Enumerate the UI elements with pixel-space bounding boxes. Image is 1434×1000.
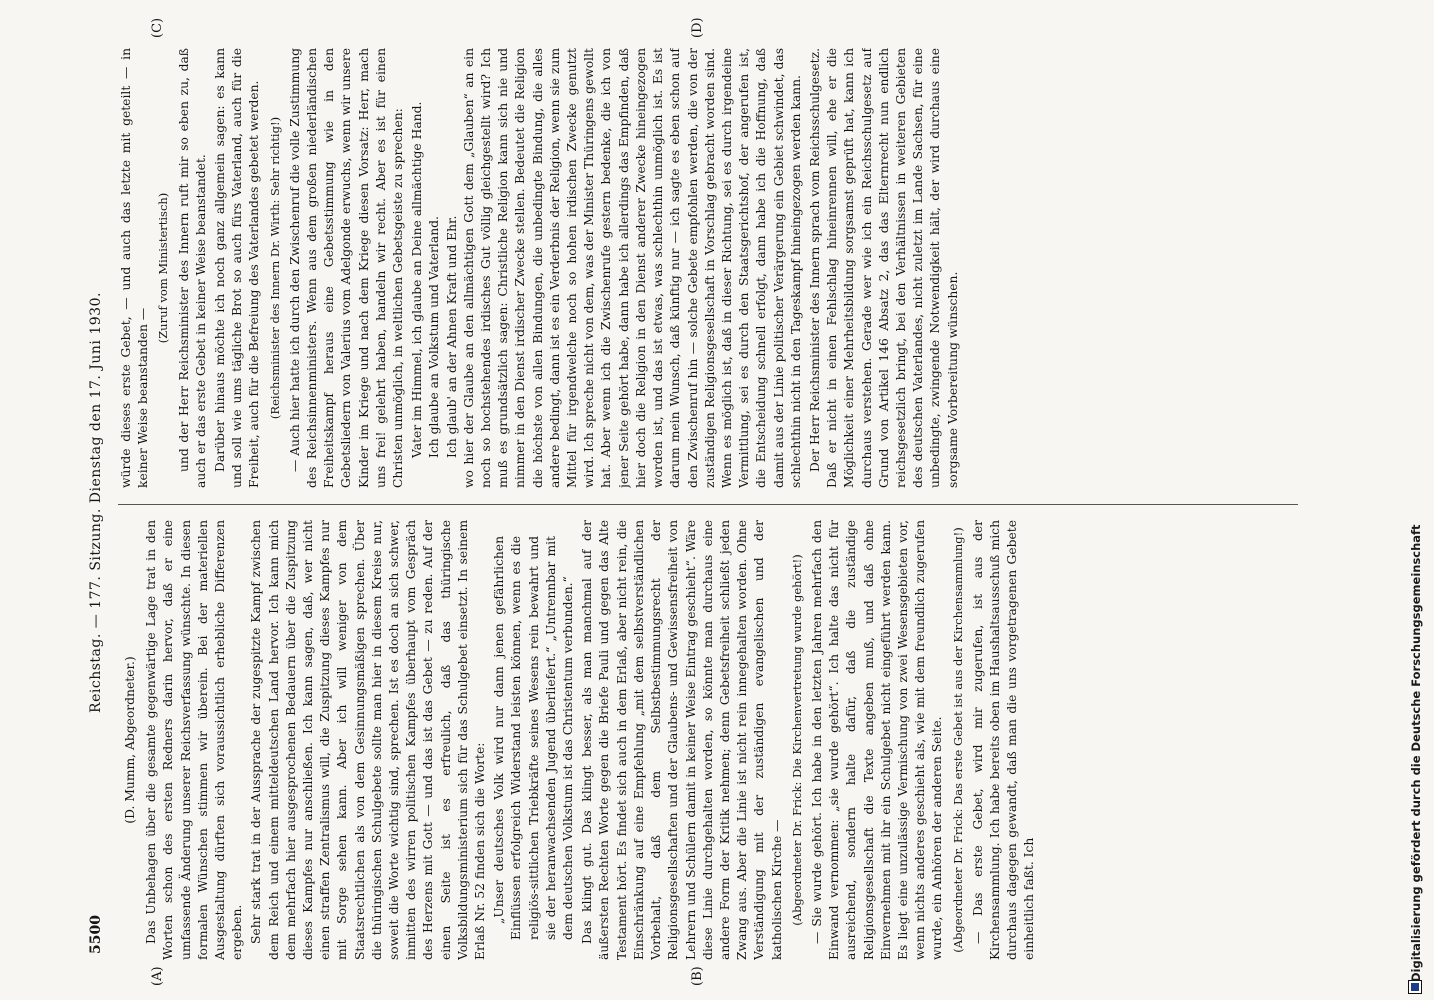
margin-marker-a: (A) bbox=[150, 966, 165, 986]
text-columns bbox=[118, 45, 1308, 960]
column-divider bbox=[118, 504, 1298, 505]
header-title: Reichstag. — 177. Sitzung. Dienstag den 17. Juni 1930. bbox=[88, 292, 104, 713]
paragraph: — Auch hier hatte ich durch den Zwischenruf die volle Zustimmung des Reichsinnenministers. Wenn aus dem großen niederländischen Freiheitskampf heraus eine Gebetsstimmung wie in den Gebetsliedern von Valerius vom Adelgonde erwuchs, wenn wir unsere Kinder im Kriege und nach dem Kriege diesen Vorsatz: Herr, mach uns frei! gelehrt haben, handeln wir recht. Aber es ist für einen Christen unmöglich, in weltlichen Gebetsgeiste zu sprechen: bbox=[287, 48, 406, 488]
paragraph: Das Unbehagen über die gesamte gegenwärtige Lage trat in den Worten schon des ersten Redners darin hervor, daß er eine umfassende Änderung unserer Reichsverfassung wünschte. In diesen formalen Wünschen stimmen wir überein. Bei der materiellen Ausgestaltung dürften sich voraussichtlich erhebliche Differenzen ergeben. bbox=[144, 520, 245, 960]
margin-marker-c: (C) bbox=[150, 17, 165, 38]
verse-line: Vater im Himmel, ich glaube an Deine allmächtige Hand. bbox=[410, 101, 425, 458]
footer-text: Digitalisierung gefördert durch die Deutsche Forschungsgemeinschaft bbox=[1409, 524, 1423, 982]
margin-marker-b: (B) bbox=[690, 966, 705, 986]
paragraph: — Das erste Gebet, wird mir zugerufen, ist aus der Kirchensammlung. Ich habe bereits oben im Haushaltsausschuß mich durchaus dagegen gewandt, daß man die uns vorgetragenen Gebete einheitlich faßt. Ich bbox=[970, 520, 1037, 960]
verse-line: Ich glaub' an der Ahnen Kraft und Ehr. bbox=[444, 215, 459, 458]
paragraph: Der Herr Reichsminister des Innern sprach vom Reichsschulgesetz. Daß er nicht in einen Fehlschlag hineinrennen will, ehe er die Möglichkeit einer Mehrheitsbildung sorgsamst geprüft hat, kann ich durchaus verstehen. Gerade wer wie ich ein Reichsschulgesetz auf Grund von Artikel 146 Absatz 2, das das Elternrecht nun endlich reichsgesetzlich bringt, bei den Verhältnissen in weiteren Gebieten des deutschen Vaterlandes, nicht zuletzt im Lande Sachsen, für eine unbedingte, zwingende Notwendigkeit hält, der wird durchaus eine sorgsame Vorbereitung wünschen. bbox=[807, 48, 960, 488]
paragraph: und der Herr Reichsminister des Innern ruft mir so eben zu, daß auch er das erste Gebet in keiner Weise beanstandet. bbox=[176, 48, 208, 488]
interjection: (Reichsminister des Innern Dr. Wirth: Sehr richtig!) bbox=[267, 116, 282, 420]
verse-line: Ich glaube an Volkstum und Vaterland. bbox=[427, 216, 442, 458]
paragraph: — Sie wurde gehört. Ich habe in den letzten Jahren mehrfach den Einwand vernommen: „sie wurde gehört“. Ich halte das nicht für ausreichend, sondern halte dafür, daß die zuständige Religionsgesellschaft die Texte angeben muß, und daß ohne Einvernehmen mit ihr ein Schulgebet nicht eingeführt werden kann. Es liegt eine unzulässige Vermischung von zwei Wesensgebieten vor, wenn nichts anderes geschieht als, wie mit dem freundlich zugerufen wurde, ein Anhören der anderen Seite. bbox=[809, 520, 945, 960]
page-header bbox=[84, 45, 114, 960]
paragraph: würde dieses erste Gebet, — und auch das letzte mit geteilt — in keiner Weise beanstanden — bbox=[119, 48, 151, 488]
speaker-line: (D. Mumm, Abgeordneter.) bbox=[123, 656, 137, 824]
left-column bbox=[118, 520, 1298, 960]
paragraph: wo hier der Glaube an den allmächtigen Gott dem „Glauben“ an ein noch so hochstehendes irdisches Gut völlig gleichgestellt wird? Ich muß es grundsätzlich sagen: Christliche Religion kann sich nie und nimmer in den Dienst irdischer Zwecke stellen. Bedeutet die Religion die höchste von allen Bindungen, die unbedingte Bindung, die alles andere bedingt, dann ist es ein Verderbnis der Religion, wenn sie zum Mittel für irgendwelche noch so hohen irdischen Zwecke genutzt wird. Ich spreche nicht von dem, was der Minister Thüringens gewollt hat. Aber wenn ich die Zwischenrufe gestern bedenke, die ich von jener Seite gehört habe, dann habe ich allerdings das Empfinden, daß hier doch die Religion in den Dienst anderer Zwecke hineingezogen worden ist, und das ist etwas, was schlechthin unmöglich ist. Es ist darum mein Wunsch, daß künftig nur — ich sagte es eben schon auf den Zwischenruf hin — solche Gebete empfohlen werden, die von der zuständigen Religionsgesellschaft in Vorschlag gebracht worden sind. Wenn es möglich ist, daß in dieser Richtung, sei es durch irgendeine Vermittlung, sei es durch den Staatsgerichtshof, der angerufen ist, die Entscheidung schnell erfolgt, dann habe ich die Hoffnung, daß damit aus der Linie politischer Verärgerung ein Gebiet schwindet, das schlechthin nicht in den Tageskampf hineingezogen werden kann. bbox=[461, 48, 803, 488]
paragraph: Sehr stark trat in der Aussprache der zugespitzte Kampf zwischen dem Reich und einem mitteldeutschen Land hervor. Ich kann mich dem mehrfach hier ausgesprochenen Bedauern über die Zuspitzung dieses Kampfes nur anschließen. Ich kann sagen, daß, wer nicht einen straffen Zentralismus will, die Zuspitzung dieses Kampfes nur mit Sorge sehen kann. Aber ich will weniger von dem Staatsrechtlichen als von dem Gesinnungsmäßigen sprechen. Über die thüringischen Schulgebete sollte man hier in diesem Kreise nur, soweit die Worte wichtig sind, sprechen. Ist es doch an sich schwer, inmitten des wirren politischen Kampfes überhaupt vom Gespräch des Herzens mit Gott — und das ist das Gebet — zu reden. Auf der einen Seite ist es erfreulich, daß das thüringische Volksbildungsministerium sich für das Schulgebet einsetzt. In seinem Erlaß Nr. 52 finden sich die Worte: bbox=[249, 520, 488, 960]
digitization-footer bbox=[1406, 0, 1426, 1000]
dfg-logo-icon bbox=[1408, 980, 1422, 994]
quotation: „Unser deutsches Volk wird nur dann jenen gefährlichen Einflüssen erfolgreich Widerstand leisten können, wenn es die religiös-sittlichen Triebkräfte seines Wesens rein bewahrt und sie der heranwachsenden Jugend überliefert.“ „Untrennbar mit dem deutschen Volkstum ist das Christentum verbunden.“ bbox=[492, 536, 576, 940]
interjection: (Abgeordneter Dr. Frick: Das erste Gebet ist aus der Kirchensammlung!) bbox=[950, 527, 965, 953]
interjection: (Abgeordneter Dr. Frick: Die Kirchenvertretung wurde gehört!) bbox=[789, 554, 804, 926]
paragraph: Das klingt gut. Das klingt besser, als man manchmal auf der äußersten Rechten Worte gegen die Briefe Pauli und gegen das Alte Testament hört. Es findet sich auch in dem Erlaß, aber nicht rein, die Einschränkung auf eine Empfehlung „mit dem selbstverständlichen Vorbehalt, daß dem Selbstbestimmungsrecht der Religionsgesellschaften und der Glaubens- und Gewissensfreiheit von Lehrern und Schülern damit in keiner Weise Eintrag geschieht“. Wäre diese Linie durchgehalten worden, so könnte man durchaus eine andere Form der Kritik nehmen; denn Gebetsfreiheit schließt jeden Zwang aus. Aber die Linie ist nicht rein innegehalten worden. Ohne Verständigung mit der zuständigen evangelischen und der katholischen Kirche — bbox=[580, 520, 784, 960]
margin-marker-d: (D) bbox=[690, 17, 705, 38]
right-column bbox=[118, 48, 1298, 488]
page-number: 5500 bbox=[88, 915, 104, 954]
interjection: (Zuruf vom Ministertisch) bbox=[156, 192, 171, 344]
paragraph: Darüber hinaus möchte ich noch ganz allgemein sagen: es kann und soll wie ums tägliche Brot so auch fürs Vaterland, auch für die Freiheit, auch für die Befreiung des Vaterlandes gebetet werden. bbox=[213, 48, 262, 488]
